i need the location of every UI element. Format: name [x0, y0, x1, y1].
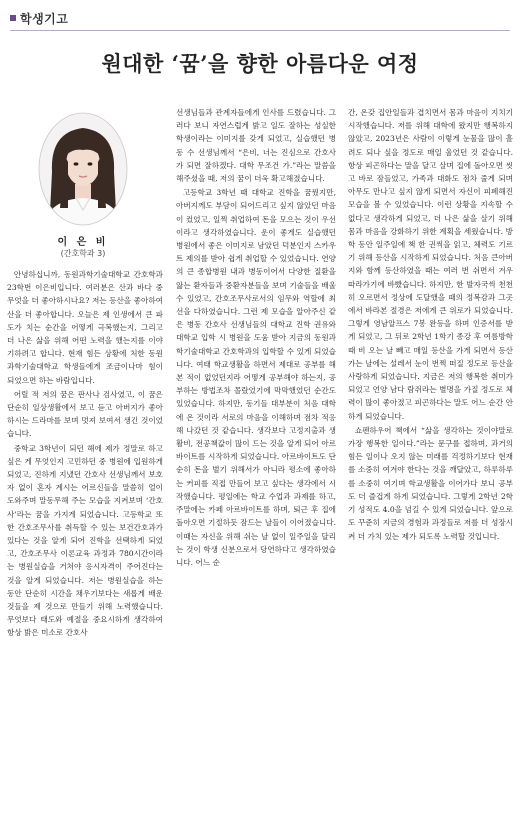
paragraph: 간, 온갖 집안일들과 겹치면서 몸과 마음이 지치기 시작했습니다. 저를 위해 대학에 왔지만 행복하지 않았고, 2023년은 사람이 이렇게 눈물을 많이 흘려도 되나 싶을 정도로 매일 울었던 것 같습니다. 항상 피곤하다는 말을 달고 살며 집에 돌아오면 씻고 바로 잠들었고, 가족과 대화도 점차 줄게 되며 아무도 만나고 싶지 않게 되면서 자신이 피폐해진 모습을 볼 수 있었습니다. 이런 상황을 지속할 수 없다고 생각하게 되었고, 더 나은 삶을 살기 위해 몸과 마음을 강화하기 위한 계획을 세웠습니다. 방학 동안 일주일에 책 한 권씩을 읽고, 체력도 기르기 위해 등산을 시작하게 되었습니다. 처음 큰아버지와 함께 등산하였을 때는 여러 번 쉬면서 겨우 따라가기에 바빴습니다. 하지만, 한 발자국씩 천천히 오르면서 정상에 도달했을 때의 정복감과 그곳에서 바라본 절경은 저에게 큰 위로가 되었습니다. 그렇게 영남알프스 7봉 완등을 하며 인증서를 받게 되었고, 그 뒤로 2학년 1학기 종강 후 여름방학 때 비 오는 날 빼고 매일 등산을 가게 되면서 등산 가는 날에는 설레서 눈이 번쩍 떠질 정도로 등산을 사랑하게 되었습니다. 지금은 저의 행복한 취미가 되었고 언양 남다 람쥐라는 별명을 가질 정도로 체력이 많이 좋아졌고 피곤하다는 말도 어느 순간 안 하게 되었습니다.	[348, 108, 513, 421]
author-portrait-image	[38, 112, 128, 226]
author-photo	[37, 112, 129, 228]
article-headline: 원대한 ‘꿈’을 향한 아름다운 여정	[101, 51, 419, 76]
paragraph: 선생님들과 관계자들에게 인사를 드렸습니다. 그러다 보니 자연스럽게 밝고 일도 잘하는 성실한 학생이라는 이미지를 갖게 되었고, 실습했던 병동 수 선생님께서 “은비, 너는 진심으로 간호사가 되면 잘하겠다. 대학 무조건 가.”라는 말씀을 해주셨을 때, 저의 꿈이 더욱 확고해졌습니다.	[176, 108, 336, 184]
section-header	[10, 8, 510, 28]
header-divider	[10, 30, 510, 31]
paragraph: 안녕하십니까, 동원과학기술대학교 간호학과 23학번 이은비입니다. 여러분은 산과 바다 중 무엇을 더 좋아하시나요? 저는 등산을 좋아하여 산을 더 좋아합니다. 오늘은 제 인생에서 큰 파도가 치는 순간을 어떻게 극복했는지, 그리고 더 나은 삶을 위해 어떤 노력을 했는지를 이야기하려고 합니다. 현재 힘든 상황에 처한 동원과학기술대학교 학생들에게 조금이나마 힘이 되었으면 하는 바람입니다.	[7, 270, 163, 385]
paragraph: 고등학교 3학년 때 대학교 진학을 꿈꿨지만, 아버지께도 부담이 되어드리고 싶지 않았던 마음이 컸었고, 일찍 취업하여 돈을 모으는 것이 우선이라고 생각하였습니다. 운이 좋게도 실습했던 병원에서 좋은 이미지로 남았던 덕분인지 스카우트 제의를 받아 쉽게 취업할 수 있었습니다. 연양의 큰 종합병원 내과 병동이어서 다양한 질환을 앓는 환자들과 중환자분들을 보며 기술들을 배울 수 있었고, 간호조무사로서의 임무와 역할에 최선을 다하였습니다. 그런 제 모습을 알아주신 같은 병동 간호사 선생님들의 대학교 진학 권유와 대학교 입학 시 병원을 도움 받아 지금의 동원과학기술대학교 간호학과의 입학할 수 있게 되었습니다. 여태 학교생활을 하면서 제대로 공부를 해본 적이 없었던지라 어떻게 공부해야 하는지, 공부하는 방법조차 몰랐었기에 막막했었던 순간도 있었습니다. 하지만, 동기들 대부분이 처음 대학에 온 것이라 서로의 마음을 이해하며 점차 적응해 나갔던 것 같습니다. 생각보다 고정지출과 생활비, 전공책값이 많이 드는 것을 알게 되어 아르바이트를 시작하게 되었습니다. 아르바이트도 단순히 돈을 벌기 위해서가 아니라 평소에 좋아하는 커피를 직접 만들어 보고 싶다는 생각에서 시작했습니다. 평일에는 학교 수업과 과제를 하고, 주말에는 카페 아르바이트를 하며, 퇴근 후 집에 돌아오면 기절하듯 잠드는 날들이 이어졌습니다. 이때는 자신을 위해 쉬는 날 없이 일주일을 달리는 것이 학생 신분으로서 당연하다고 생각하였습니다. 어느 순	[176, 188, 336, 567]
author-department: (간호학과 3)	[60, 249, 106, 258]
article-column-3	[348, 106, 513, 808]
paragraph: 중학교 3학년이 되던 해에 제가 정말로 하고 싶은 게 무엇인지 고민하던 중 병원에 입원하게 되었고, 진하게 지냈던 간호사 선생님께서 보호자 없이 혼자 계시는 어르신들을 말씀히 얼이 도와주며 말동무해 주는 모습을 지켜보며 ‘간호사’라는 꿈을 가지게 되었습니다. 고등학교 또한 간호조무사를 취득할 수 있는 보건간호과가 있다는 것을 알게 되어 진학을 선택하게 되었고, 간호조무사 이론교육 과정과 780시간이라는 병원실습을 거쳐야 응시자격이 주어진다는 것을 알게 되었습니다. 저는 병원실습을 하는 동안 단순히 시간을 채우기보다는 새롭게 배운 것들을 제 것으로 만들기 위해 노력했습니다. 무엇보다 태도와 예절을 중요시하게 생각하여 항상 밝은 미소로 간호사	[7, 443, 163, 638]
article-column-1	[7, 268, 163, 808]
article-column-2	[176, 106, 336, 808]
paragraph: 어릴 적 저의 꿈은 판사나 검사였고, 이 꿈은 단순히 일상생활에서 보고 듣고 아버지가 좋아하시는 드라마를 보며 멋져 보여서 생긴 것이었습니다.	[7, 389, 163, 439]
author-name: 이 은 비	[57, 237, 109, 248]
section-marker	[10, 15, 16, 21]
paragraph: 쇼펜하우어 책에서 “삶을 생각하는 것이야말로 가장 행복한 일이다.”라는 문구를 접하며, 과거의 힘든 일이나 오지 않는 미래를 걱정하기보다 현재를 소중히 여겨야 한다는 것을 깨달았고, 하루하루를 소중히 여기며 학교생활을 이어가다 보니 공부도 더 즐겁게 하게 되었습니다. 그렇게 2학년 2학기 성적도 4.0을 넘길 수 있게 되었습니다. 앞으로도 꾸준히 지금의 경험과 과정들로 저를 더 성장시켜 더 가치 있는 제가 되도록 노력할 것입니다.	[348, 425, 513, 541]
section-label: 학생기고	[20, 11, 69, 26]
